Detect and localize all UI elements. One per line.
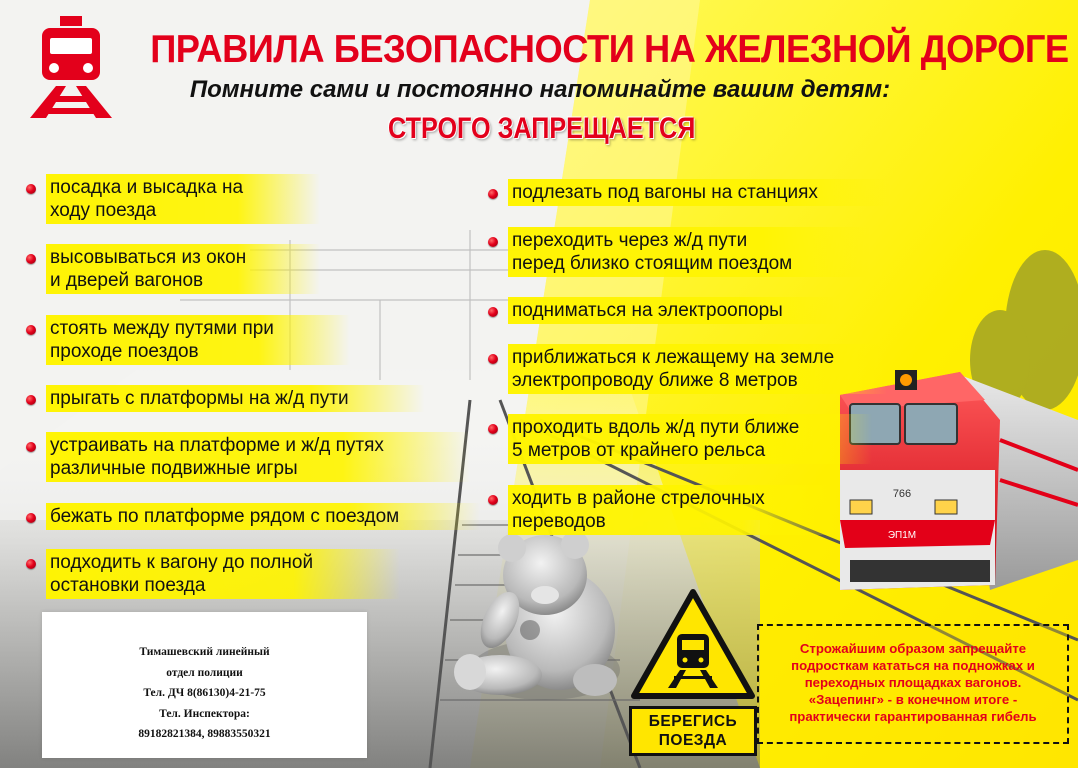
list-item <box>26 385 425 412</box>
train-number-label: 766 <box>892 488 912 500</box>
bullet-icon <box>488 307 498 317</box>
bullet-icon <box>488 424 498 434</box>
bullet-icon <box>26 559 36 569</box>
list-item <box>26 174 320 224</box>
list-item <box>488 485 842 535</box>
zatsepin-warning-box <box>757 624 1069 744</box>
list-item <box>26 315 350 365</box>
list-item <box>26 244 320 294</box>
rule-text: посадка и высадка на ходу поезда <box>46 174 320 224</box>
bullet-icon <box>26 325 36 335</box>
rule-text: бежать по платформе рядом с поездом <box>46 503 480 530</box>
list-item <box>488 227 872 277</box>
rule-text: устраивать на платформе и ж/д путях различные подвижные игры <box>46 432 470 482</box>
train-logo-icon <box>26 14 116 122</box>
contact-line: Тел. Инспектора: <box>159 707 250 720</box>
rule-text: стоять между путями при проходе поездов <box>46 315 350 365</box>
warning-triangle-train-icon <box>630 588 756 700</box>
strictly-forbidden-heading: СТРОГО ЗАПРЕЩАЕТСЯ <box>388 112 696 145</box>
contact-line: отдел полиции <box>166 666 243 679</box>
bullet-icon <box>26 184 36 194</box>
contact-phone: Тел. ДЧ 8(86130)4-21-75 <box>143 687 266 699</box>
rule-text: приближаться к лежащему на земле электропроводу ближе 8 метров <box>508 344 887 394</box>
bullet-icon <box>488 237 498 247</box>
list-item <box>488 179 892 206</box>
bullet-icon <box>26 395 36 405</box>
bullet-icon <box>26 513 36 523</box>
rule-text: высовываться из окон и дверей вагонов <box>46 244 320 294</box>
bullet-icon <box>26 254 36 264</box>
rule-text: подниматься на электроопоры <box>508 297 842 324</box>
rule-text: прыгать с платформы на ж/д пути <box>46 385 425 412</box>
rule-text: переходить через ж/д пути перед близко стоящим поездом <box>508 227 872 277</box>
bullet-icon <box>488 354 498 364</box>
list-item <box>26 549 400 599</box>
beware-train-plate <box>629 706 757 756</box>
list-item <box>488 297 842 324</box>
contact-phone: 89182821384, 89883550321 <box>138 728 271 740</box>
list-item <box>26 503 480 530</box>
warning-text: Строжайшим образом запрещайте подросткам кататься на подножках и переходных площадках вагонов. «Зацепинг» - в конечном итоге - практически гарантированная гибель <box>789 641 1037 724</box>
plate-text: ПОЕЗДА <box>658 732 728 749</box>
list-item <box>488 344 887 394</box>
rule-text: подлезать под вагоны на станциях <box>508 179 892 206</box>
list-item <box>488 414 872 464</box>
bullet-icon <box>488 495 498 505</box>
rule-text: проходить вдоль ж/д пути ближе 5 метров от крайнего рельса <box>508 414 872 464</box>
rule-text: ходить в районе стрелочных переводов <box>508 485 842 535</box>
list-item <box>26 432 470 482</box>
bullet-icon <box>26 442 36 452</box>
page-subtitle: Помните сами и постоянно напоминайте вашим детям: <box>189 76 891 103</box>
bullet-icon <box>488 189 498 199</box>
train-model-label: ЭП1М <box>887 530 917 541</box>
page-title: ПРАВИЛА БЕЗОПАСНОСТИ НА ЖЕЛЕЗНОЙ ДОРОГЕ <box>150 28 1069 71</box>
plate-text: БЕРЕГИСЬ <box>648 713 738 730</box>
police-contact-box <box>42 612 367 758</box>
rule-text: подходить к вагону до полной остановки поезда <box>46 549 400 599</box>
contact-line: Тимашевский линейный <box>139 646 270 658</box>
